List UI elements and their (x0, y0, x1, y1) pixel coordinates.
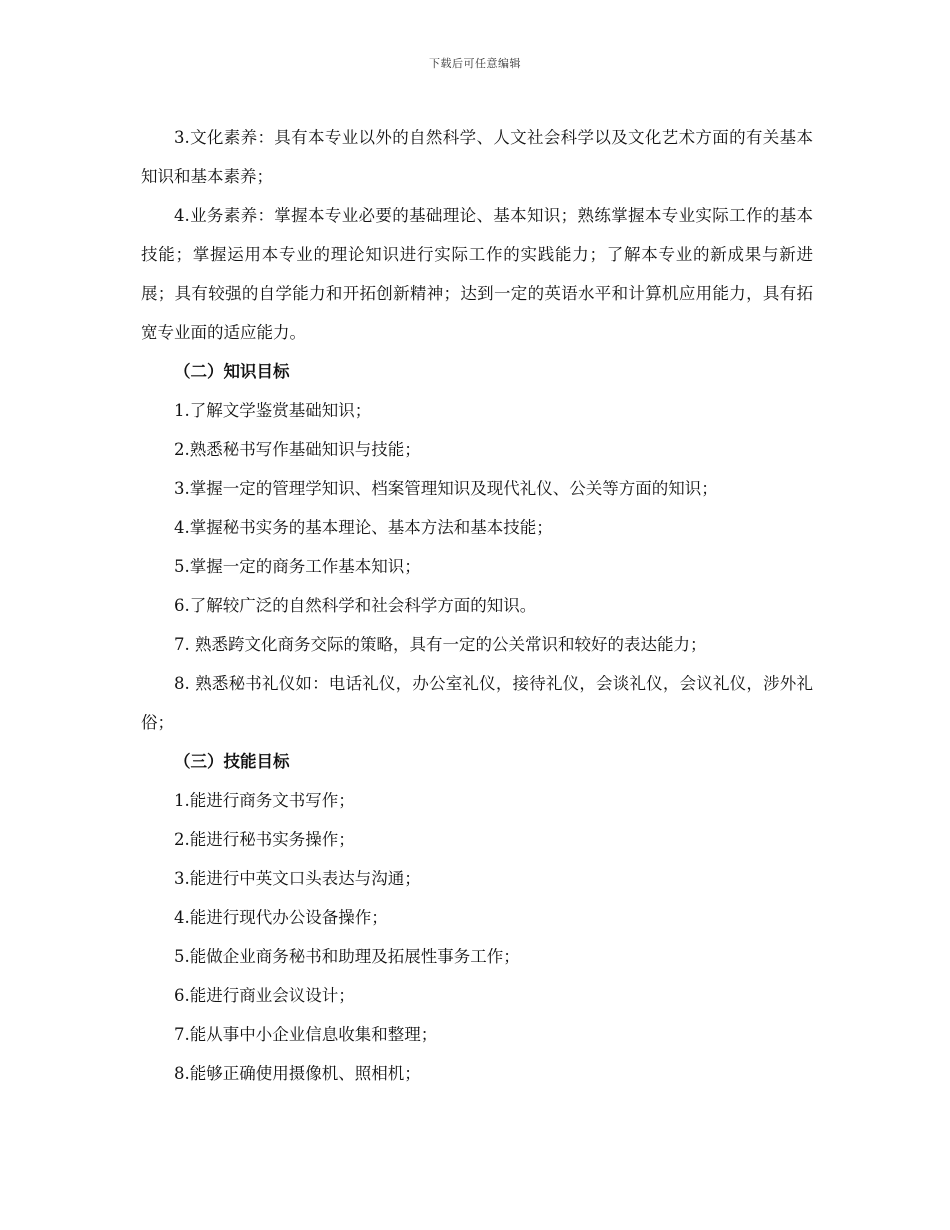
list-item: 4.掌握秘书实务的基本理论、基本方法和基本技能； (174, 518, 553, 537)
list-item: 3.能进行中英文口头表达与沟通； (174, 869, 421, 888)
list-item: 6.了解较广泛的自然科学和社会科学方面的知识。 (174, 596, 537, 615)
list-item: 1.了解文学鉴赏基础知识； (174, 401, 372, 420)
list-item: 7. 熟悉跨文化商务交际的策略，具有一定的公关常识和较好的表达能力； (174, 635, 707, 654)
list-item: 1.能进行商务文书写作； (174, 791, 355, 810)
list-item: 2.能进行秘书实务操作； (174, 830, 355, 849)
list-item: 5.能做企业商务秘书和助理及拓展性事务工作； (174, 947, 520, 966)
heading-knowledge-goals: （二）知识目标 (174, 362, 290, 381)
list-item: 4.能进行现代办公设备操作； (174, 908, 388, 927)
list-item: 3.掌握一定的管理学知识、档案管理知识及现代礼仪、公关等方面的知识； (174, 479, 718, 498)
document-body (141, 118, 813, 1093)
paragraph-professional-quality: 4.业务素养：掌握本专业必要的基础理论、基本知识；熟练掌握本专业实际工作的基本技能；掌握运用本专业的理论知识进行实际工作的实践能力；了解本专业的新成果与新进展；具有较强的自学能力和开拓创新精神；达到一定的英语水平和计算机应用能力，具有拓宽专业面的适应能力。 (141, 206, 813, 342)
list-item: 5.掌握一定的商务工作基本知识； (174, 557, 421, 576)
list-item: 8. 熟悉秘书礼仪如：电话礼仪，办公室礼仪，接待礼仪，会谈礼仪，会议礼仪，涉外礼俗； (141, 674, 813, 732)
paragraph-cultural-quality: 3.文化素养：具有本专业以外的自然科学、人文社会科学以及文化艺术方面的有关基本知识和基本素养； (141, 128, 813, 186)
heading-skill-goals: （三）技能目标 (174, 752, 290, 771)
list-item: 7.能从事中小企业信息收集和整理； (174, 1025, 438, 1044)
list-item: 8.能够正确使用摄像机、照相机； (174, 1064, 421, 1083)
list-item: 2.熟悉秘书写作基础知识与技能； (174, 440, 421, 459)
page-header: 下载后可任意编辑 (429, 57, 521, 70)
list-item: 6.能进行商业会议设计； (174, 986, 355, 1005)
